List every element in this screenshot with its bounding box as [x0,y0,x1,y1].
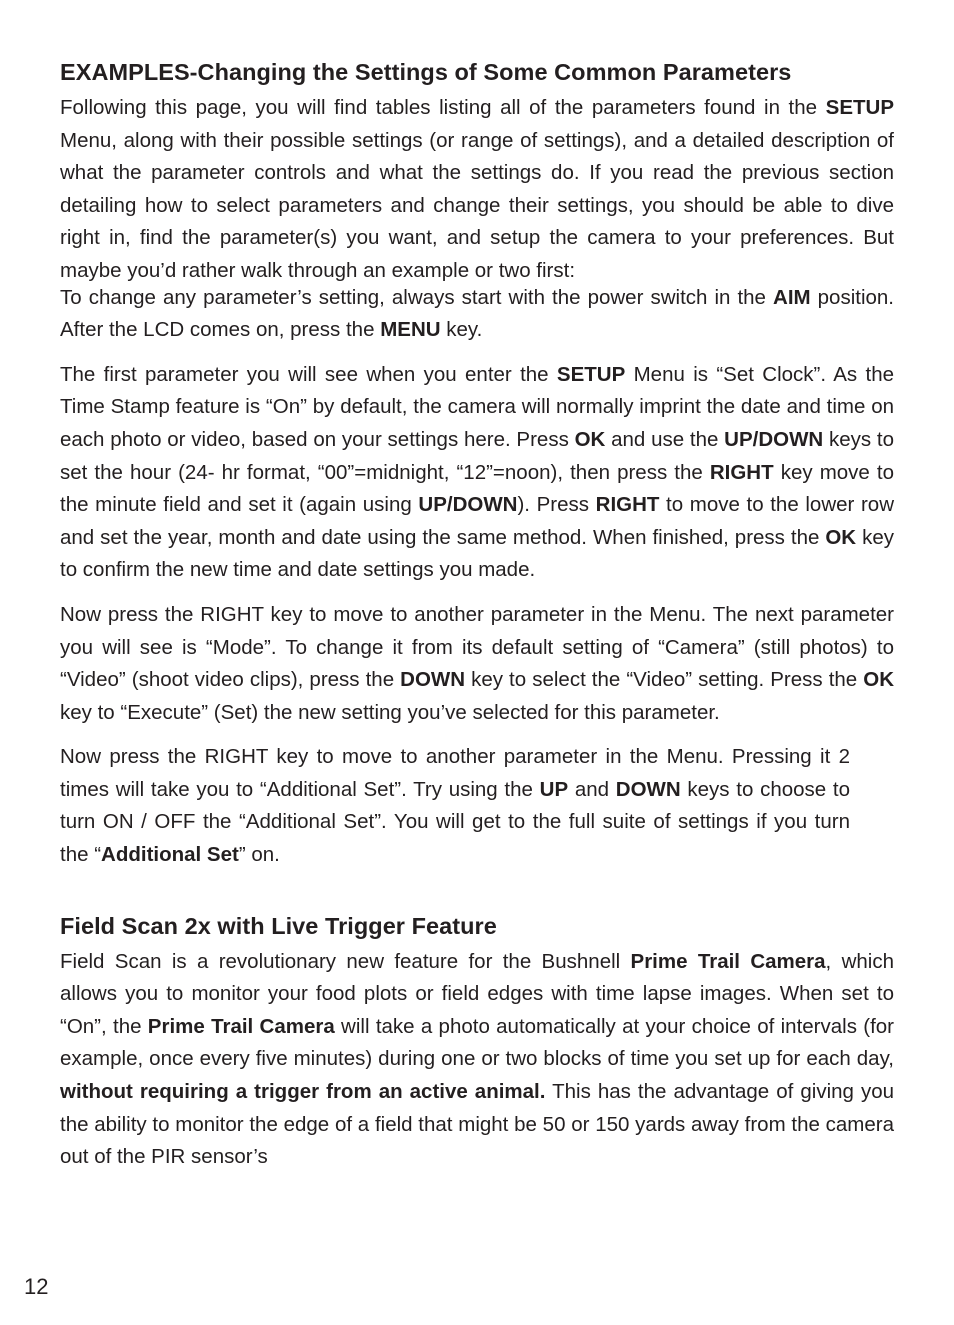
paragraph-aim-position: To change any parameter’s setting, always start with the power switch in the AIM position. After the LCD comes on, press the MENU key. [60,285,894,342]
page-number: 12 [24,1274,49,1299]
manual-page [60,56,894,1174]
paragraph-intro: Following this page, you will find tables listing all of the parameters found in the SETUP Menu, along with their possible settings (or range of settings), and a detailed description of what the parameter controls and what the settings do. If you read the previous section detailing how to select parameters and change their settings, you should be able to dive right in, find the parameter(s) you want, and setup the camera to your preferences. But maybe you’d rather walk through an example or two first: [60,96,894,282]
paragraph-set-clock: The first parameter you will see when you enter the SETUP Menu is “Set Clock”. As the Time Stamp feature is “On” by default, the camera will normally imprint the date and time on each photo or video, based on your settings here. Press OK and use the UP/DOWN keys to set the hour (24- hr format, “00”=midnight, “12”=noon), then press the RIGHT key move to the minute field and set it (again using UP/DOWN). Press RIGHT to move to the lower row and set the year, month and date using the same method. When finished, press the OK key to confirm the new time and date settings you made. [60,362,895,582]
paragraph-additional-set: Now press the RIGHT key to move to another parameter in the Menu. Pressing it 2 times will take you to “Additional Set”. Try using the UP and DOWN keys to choose to turn ON / OFF the “Additional Set”. You will get to the full suite of settings if you turn the “Additional Set” on. [60,745,850,867]
section-heading-field-scan: Field Scan 2x with Live Trigger Feature [60,912,497,939]
paragraph-mode: Now press the RIGHT key to move to another parameter in the Menu. The next parameter you will see is “Mode”. To change it from its default setting of “Camera” (still photos) to “Video” (shoot video clips), press the DOWN key to select the “Video” setting. Press the OK key to “Execute” (Set) the new setting you’ve selected for this parameter. [60,602,895,724]
paragraph-field-scan: Field Scan is a revolutionary new feature for the Bushnell Prime Trail Camera, which allows you to monitor your food plots or field edges with time lapse images. When set to “On”, the Prime Trail Camera will take a photo automatically at your choice of intervals (for example, once every five minutes) during one or two blocks of time you set up for each day, without requiring a trigger from an active animal. This has the advantage of giving you the ability to monitor the edge of a field that might be 50 or 150 yards away from the camera out of the PIR sensor’s [60,949,894,1169]
section-heading-examples: EXAMPLES-Changing the Settings of Some Common Parameters [60,59,792,85]
